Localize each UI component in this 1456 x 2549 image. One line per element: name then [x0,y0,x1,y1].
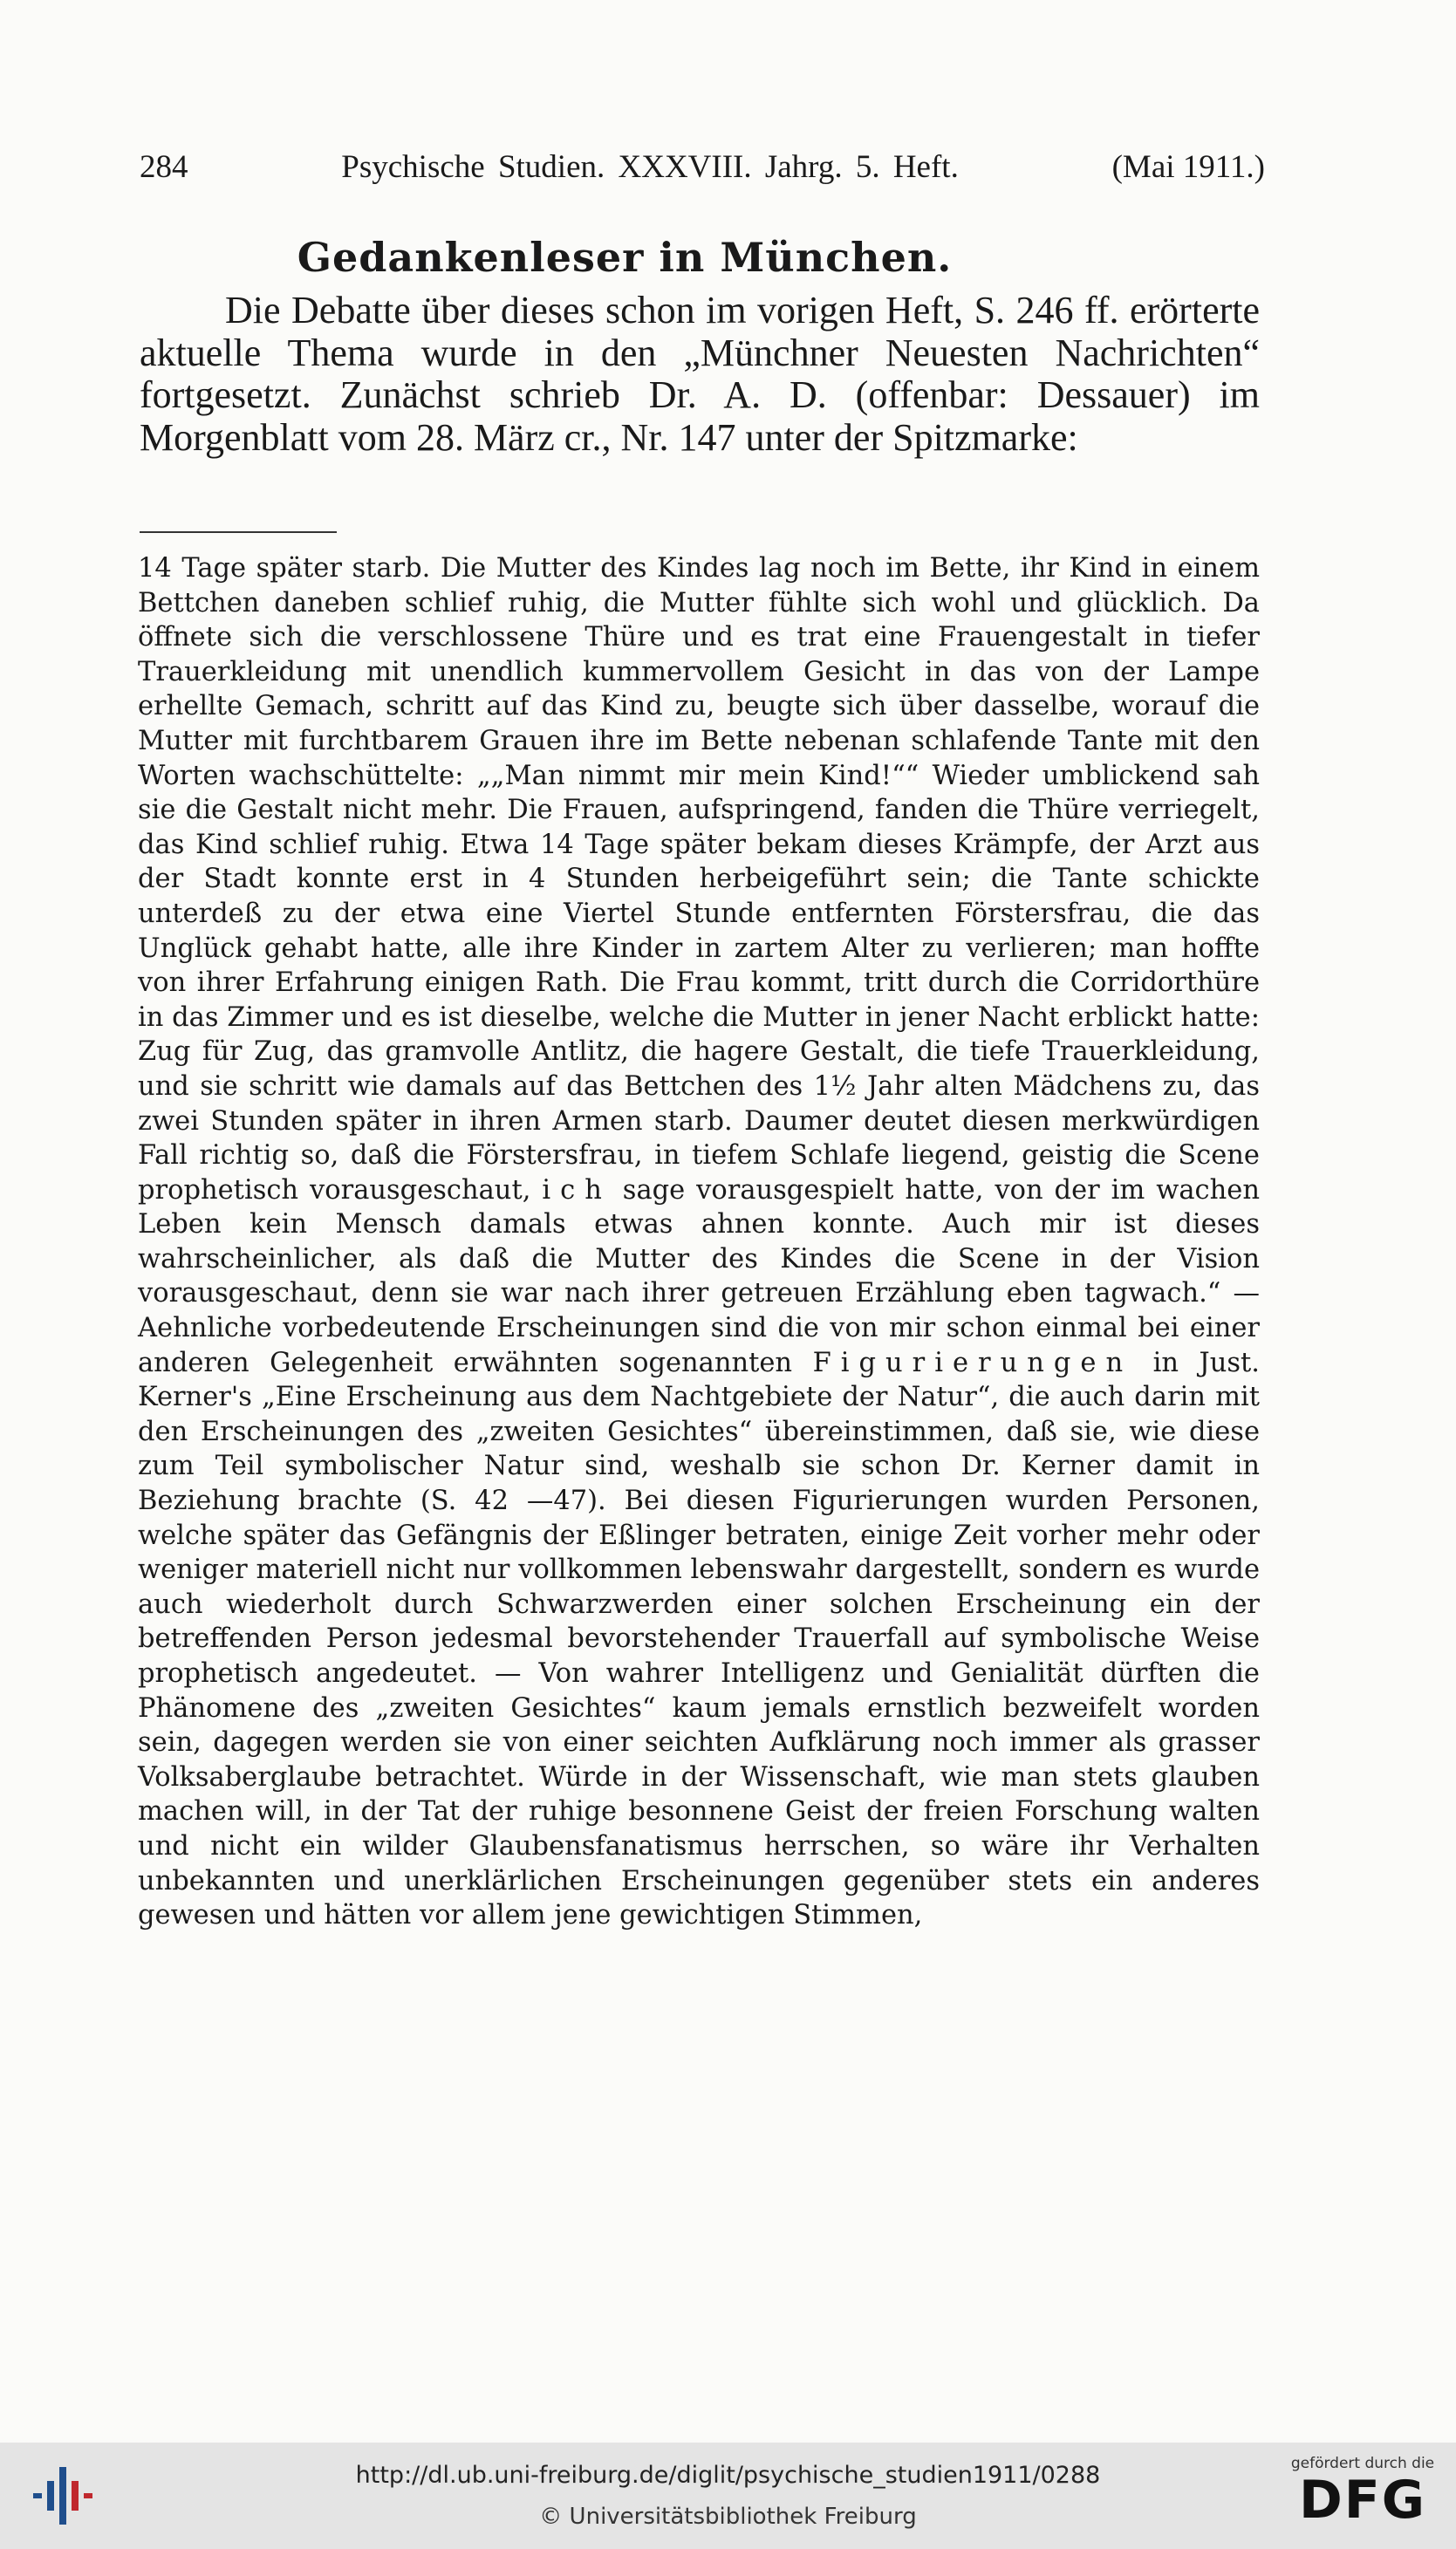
intro-paragraph: Die Debatte über dieses schon im vorigen Heft, S. 246 ff. erörterte aktuelle Thema wurde in den „Münchner Neuesten Nachrichten“ fortgesetzt. Zunächst schrieb Dr. A. D. (offenbar: Dessauer) im Morgenblatt vom 28. März cr., Nr. 147 unter der Spitzmarke: [140,289,1260,459]
footnote-part-2: sage vorausgespielt hatte, von der im wachen Leben kein Mensch damals etwas ahnen konnte. Auch mir ist dieses wahrscheinlicher, als daß die Mutter des Kindes die Scene in der Vision vorausgeschaut, denn sie war nach ihrer getreuen Erzählung eben tagwach.“ — Aehnliche vorbedeutende Erscheinungen sind die von mir schon einmal bei einer anderen Gelegenheit erwähnten sogenannten [138,1174,1260,1378]
dfg-wordmark: DFG [1298,2470,1427,2531]
spaced-emphasis-ich: ich [542,1174,612,1206]
running-header [140,148,1265,186]
issue-date: (Mai 1911.) [1111,149,1265,185]
permalink-link[interactable]: http://dl.ub.uni-freiburg.de/diglit/psychische_studien1911/0288 [355,2462,1101,2489]
footnote-part-1: 14 Tage später starb. Die Mutter des Kindes lag noch im Bette, ihr Kind in einem Bettchen daneben schlief ruhig, die Mutter fühlte sich wohl und glücklich. Da öffnete sich die verschlossene Thüre und es trat eine Frauengestalt in tiefer Trauerkleidung mit unendlich kummervollem Gesicht in das von der Lampe erhellte Gemach, schritt auf das Kind zu, beugte sich über dasselbe, worauf die Mutter mit furchtbarem Grauen ihre im Bette nebenan schlafende Tante mit den Worten wachschüttelte: „„Man nimmt mir mein Kind!““ Wieder umblickend sah sie die Gestalt nicht mehr. Die Frauen, aufspringend, fanden die Thüre verriegelt, das Kind schlief ruhig. Etwa 14 Tage später bekam dieses Krämpfe, der Arzt aus der Stadt konnte erst in 4 Stunden herbeigeführt sein; die Tante schickte unterdeß zu der etwa eine Viertel Stunde entfernten Förstersfrau, die das Unglück gehabt hatte, alle ihre Kinder in zartem Alter zu verlieren; man hoffte von ihrer Erfahrung einigen Rath. Die Frau kommt, tritt durch die Corridorthüre in das Zimmer und es ist dieselbe, welche die Mutter in jener Nacht erblickt hatte: Zug für Zug, das gramvolle Antlitz, die hagere Gestalt, die tiefe Trauerkleidung, und sie schritt wie damals auf das Bettchen des 1½ Jahr alten Mädchens zu, das zwei Stunden später in ihren Armen starb. Daumer deutet diesen merkwürdigen Fall richtig so, daß die Förstersfrau, in tiefem Schlafe liegend, geistig die Scene prophetisch vorausgeschaut, [138,553,1260,1206]
footnote-text [138,551,1260,1933]
article-title: Gedankenleser in München. [297,234,953,281]
copyright-notice: © Universitätsbibliothek Freiburg [539,2504,917,2530]
dfg-logo [1289,2455,1437,2531]
spaced-emphasis-figurierungen: Figurierungen [812,1347,1133,1378]
footnote-separator [140,531,337,533]
journal-title: Psychische Studien. XXXVIII. Jahrg. 5. Heft. [341,149,959,185]
page-number: 284 [140,149,188,185]
footer-bar [0,2443,1456,2549]
dfg-funding-note: gefördert durch die [1290,2455,1435,2472]
footnote-part-3: in Just. Kerner's „Eine Erscheinung aus dem Nachtgebiete der Natur“, die auch darin mit den Erscheinungen des „zweiten Gesichtes“ übereinstimmen, daß sie, wie diese zum Teil symbolischer Natur sind, weshalb sie schon Dr. Kerner damit in Beziehung brachte (S. 42 —47). Bei diesen Figurierungen wurden Personen, welche später das Gefängnis der Eßlinger betraten, einige Zeit vorher mehr oder weniger materiell nicht nur vollkommen lebenswahr dargestellt, sondern es wurde auch wiederholt durch Schwarzwerden einer solchen Erscheinung ein der betreffenden Person jedesmal bevorstehender Trauerfall auf symbolische Weise prophetisch angedeutet. — Von wahrer Intelligenz und Genialität dürften die Phänomene des „zweiten Gesichtes“ kaum jemals ernstlich bezweifelt worden sein, dagegen werden sie von einer seichten Aufklärung noch immer als grasser Volksaberglaube betrachtet. Würde in der Wissenschaft, wie man stets glauben machen will, in der Tat der ruhige besonnene Geist der freien Forschung walten und nicht ein wilder Glaubensfanatismus herrschen, so wäre ihr Verhalten unbekannten und unerklärlichen Erscheinungen gegenüber stets ein anderes gewesen und hätten vor allem jene gewichtigen Stimmen, [138,1347,1260,1931]
